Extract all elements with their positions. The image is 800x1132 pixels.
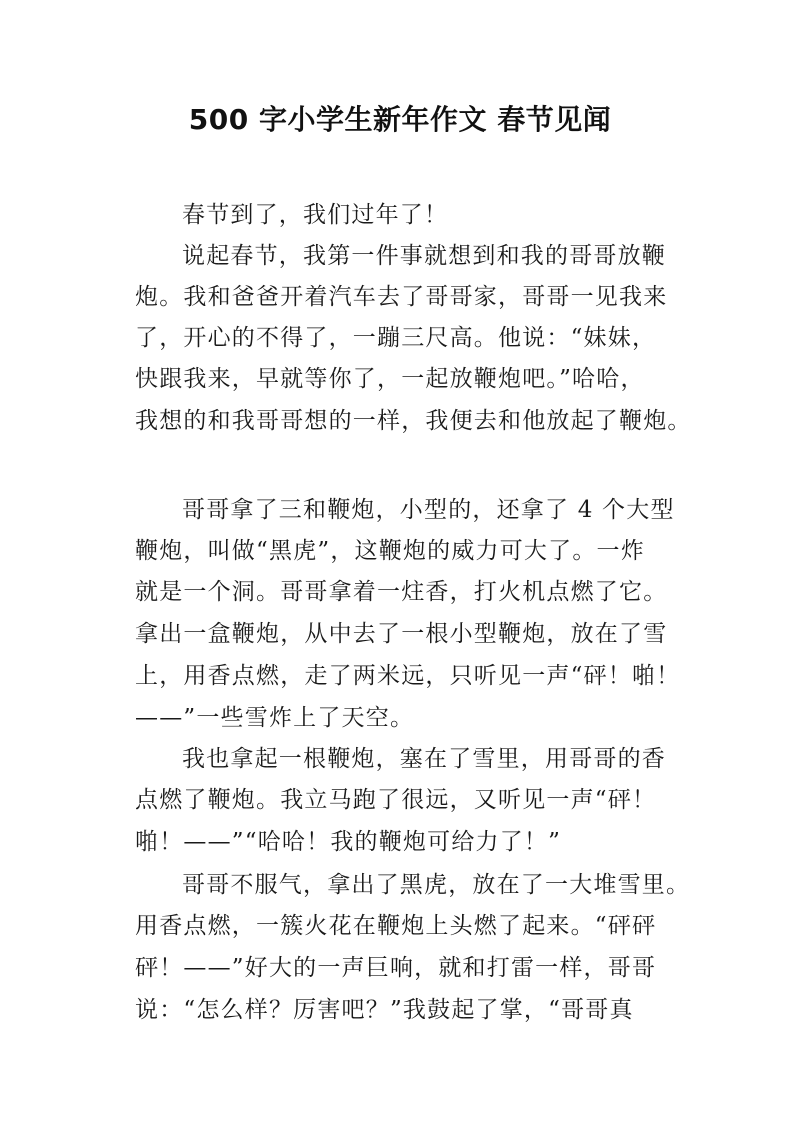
document-title: 500 字小学生新年作文 春节见闻 [188,103,612,136]
text-line: 炮。我和爸爸开着汽车去了哥哥家，哥哥一见我来 [135,284,668,310]
text-line: 我想的和我哥哥想的一样，我便去和他放起了鞭炮。 [135,408,692,434]
text-line: 哥哥不服气，拿出了黑虎，放在了一大堆雪里。 [182,872,691,898]
text-line: 点燃了鞭炮。我立马跑了很远，又听见一声“砰！ [135,787,657,813]
text-line: 说：“怎么样？厉害吧？”我鼓起了掌，“哥哥真 [135,997,634,1023]
text-line: 快跟我来，早就等你了，一起放鞭炮吧。”哈哈， [135,366,645,392]
text-line: 说起春节，我第一件事就想到和我的哥哥放鞭 [182,243,666,269]
text-line: 了，开心的不得了，一蹦三尺高。他说：“妹妹， [135,325,657,351]
text-line: 哥哥拿了三和鞭炮，小型的，还拿了 4 个大型 [182,497,675,523]
text-line: 春节到了，我们过年了！ [182,202,449,228]
text-line: ——”一些雪炸上了天空。 [135,705,415,731]
text-line: 砰！——”好大的一声巨响，就和打雷一样，哥哥 [135,955,657,981]
text-line: 我也拿起一根鞭炮，塞在了雪里，用哥哥的香 [182,746,666,772]
text-line: 上，用香点燃，走了两米远，只听见一声“砰！啪！ [135,663,681,689]
text-line: 啪！——”“哈哈！我的鞭炮可给力了！” [135,829,562,855]
text-line: 用香点燃，一簇火花在鞭炮上头燃了起来。“砰砰 [135,913,657,939]
text-line: 就是一个洞。哥哥拿着一炷香，打火机点燃了它。 [135,579,668,605]
text-line: 鞭炮，叫做“黑虎”，这鞭炮的威力可大了。一炸 [135,538,645,564]
text-line: 拿出一盒鞭炮，从中去了一根小型鞭炮，放在了雪 [135,621,668,647]
